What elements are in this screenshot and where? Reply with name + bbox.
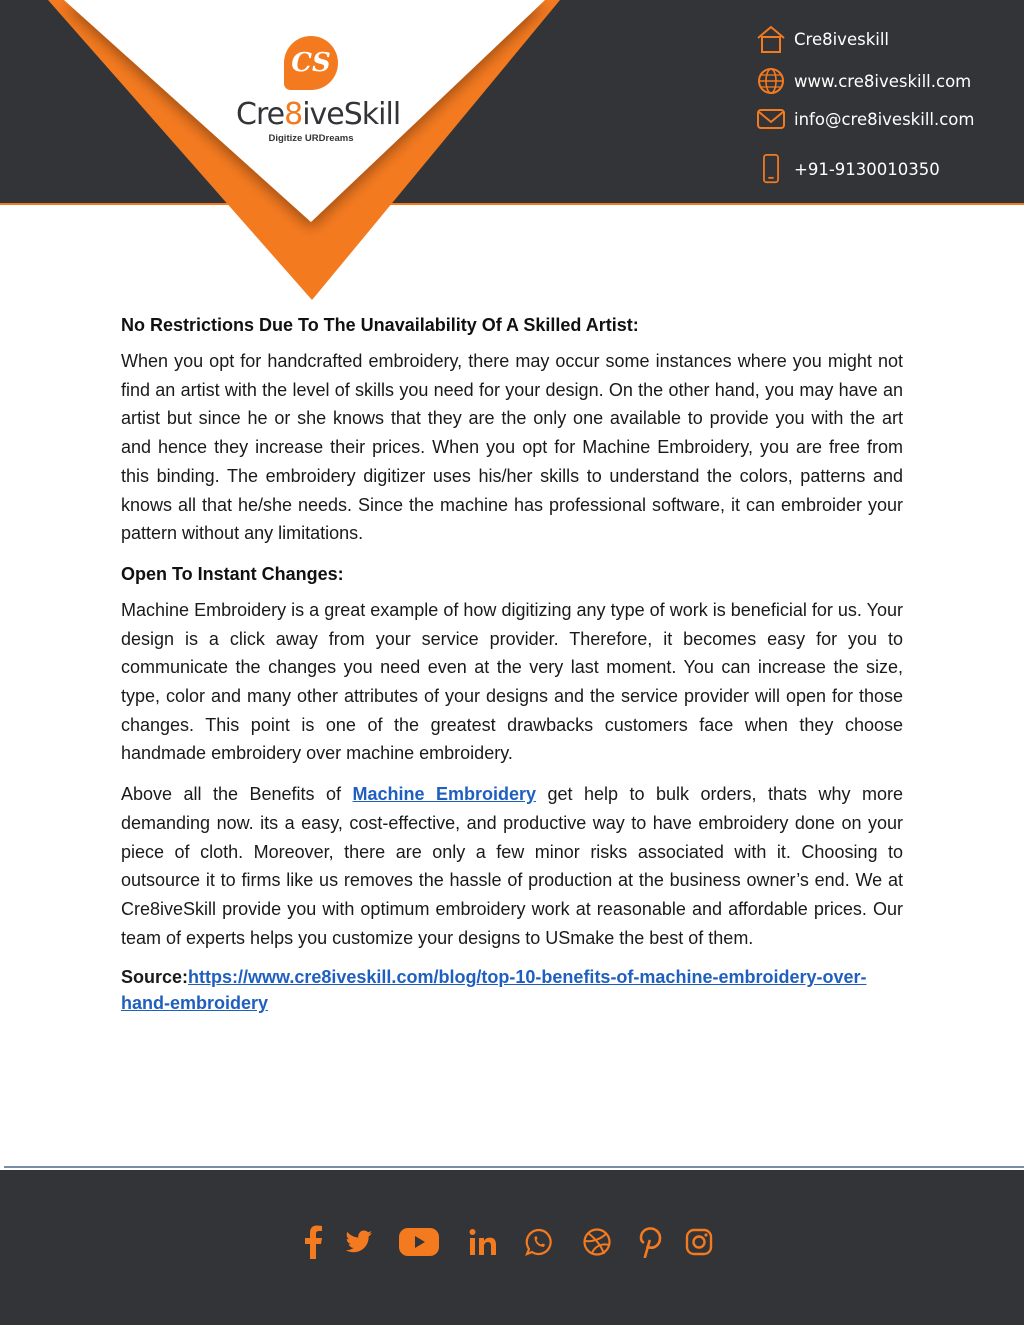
section-heading: Open To Instant Changes: [121, 563, 344, 584]
pinterest-icon[interactable] [634, 1222, 668, 1262]
facebook-icon[interactable] [296, 1222, 330, 1262]
logo-tagline: Digitize URDreams [268, 133, 354, 144]
source-line [121, 964, 903, 1016]
globe-icon [756, 66, 786, 96]
contact-phone[interactable] [756, 154, 940, 184]
contact-company[interactable] [756, 24, 889, 54]
twitter-icon[interactable] [342, 1222, 376, 1262]
contact-website-text: www.cre8iveskill.com [794, 71, 972, 91]
home-icon [756, 24, 786, 54]
mail-icon [756, 104, 786, 134]
source-link[interactable]: https://www.cre8iveskill.com/blog/top-10-benefits-of-machine-embroidery-over-hand-embroidery [121, 967, 867, 1014]
logo-wordmark: Cre8iveSkill [236, 97, 401, 132]
contact-company-text: Cre8iveskill [794, 29, 889, 49]
logo[interactable] [236, 36, 401, 144]
instagram-icon[interactable] [682, 1222, 716, 1262]
machine-embroidery-link[interactable]: Machine Embroidery [352, 784, 537, 805]
source-label: Source: [121, 967, 189, 988]
contact-phone-text: +91-9130010350 [794, 159, 940, 179]
footer-divider [4, 1166, 1024, 1168]
linkedin-icon[interactable] [466, 1222, 500, 1262]
article-body [121, 311, 903, 1016]
dribbble-icon[interactable] [580, 1222, 614, 1262]
footer-bar [0, 1170, 1024, 1325]
section-paragraph: When you opt for handcrafted embroidery, there may occur some instances where you might not find an artist with the level of skills you need for your design. On the other hand, you may have an artist but since he or she knows that they are the only one available to provide you with the art and hence they increase their prices. When you opt for Machine Embroidery, you are free from this binding. The embroidery digitizer uses his/her skills to understand the colors, patterns and knows all that he/she needs. Since the machine has professional software, it can embroider your pattern without any limitations. [121, 351, 903, 544]
section-heading: No Restrictions Due To The Unavailability Of A Skilled Artist: [121, 315, 639, 335]
logo-monogram: CS [284, 36, 338, 90]
whatsapp-icon[interactable] [522, 1222, 556, 1262]
closing-paragraph: Above all the Benefits of Machine Embroidery get help to bulk orders, thats why more demanding now. its a easy, cost-effective, and productive way to have embroidery done on your piece of cloth. Moreover, there are only a few minor risks associated with it. Choosing to outsource it to firms like us removes the hassle of production at the business owner’s end. We at Cre8iveSkill provide you with optimum embroidery work at reasonable and affordable prices. Our team of experts helps you customize your designs to USmake the best of them. [121, 784, 904, 948]
youtube-icon[interactable] [398, 1222, 440, 1262]
phone-icon [756, 154, 786, 184]
section-paragraph: Machine Embroidery is a great example of how digitizing any type of work is beneficial for us. Your design is a click away from your service provider. Therefore, it becomes easy for you to communicate the changes you need even at the very last moment. You can increase the size, type, color and many other attributes of your designs and the service provider will open for those changes. This point is one of the greatest drawbacks customers face when they choose handmade embroidery over machine embroidery. [121, 599, 903, 764]
contact-website[interactable] [756, 66, 971, 96]
contact-email[interactable] [756, 104, 974, 134]
contact-email-text: info@cre8iveskill.com [794, 109, 975, 129]
